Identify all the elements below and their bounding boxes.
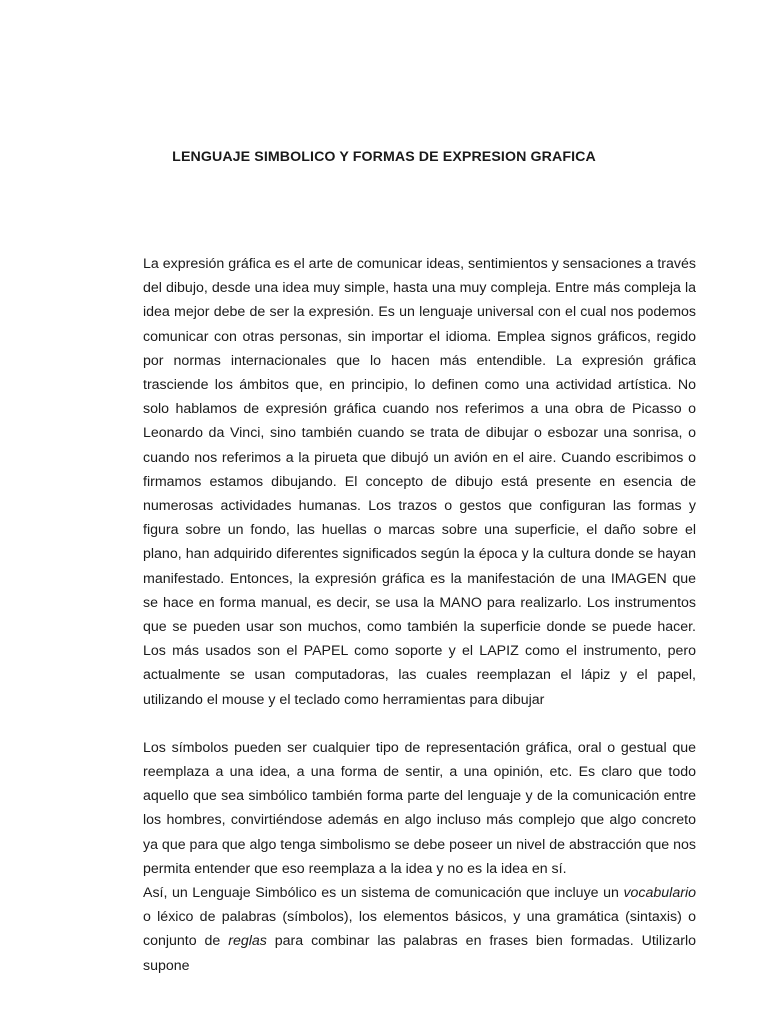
text-run: La expresión gráfica es el arte de comunicar ideas, sentimientos y sensaciones a través del dibujo, desde una idea muy simple, hasta una muy compleja. Entre más compleja la idea mejor debe de ser la expresión. Es un lenguaje universal con el cual nos podemos comunicar con otras personas, sin importar el idioma. Emplea signos gráficos, regido por normas internacionales que lo hacen más entendible. La expresión gráfica trasciende los ámbitos que, en principio, lo definen como una actividad artística. No solo hablamos de expresión gráfica cuando nos referimos a una obra de Picasso o Leonardo da Vinci, sino también cuando se trata de dibujar o esbozar una sonrisa, o cuando nos referimos a la pirueta que dibujó un avión en el aire. Cuando escribimos o firmamos estamos dibujando. El concepto de dibujo está presente en esencia de numerosas actividades humanas. Los trazos o gestos que configuran las formas y figura sobre un fondo, las huellas o marcas sobre una superficie, el daño sobre el plano, han adquirido diferentes significados según la época y la cultura donde se hayan manifestado. Entonces, la expresión gráfica es la manifestación de una IMAGEN que se hace en forma manual, es decir, se usa la MANO para realizarlo. Los instrumentos que se pueden usar son muchos, como también la superficie donde se puede hacer. Los más usados son el PAPEL como soporte y el LAPIZ como el instrumento, pero actualmente se usan computadoras, las cuales reemplazan el lápiz y el papel, utilizando el mouse y el teclado como herramientas para dibujar	[143, 256, 696, 708]
text-run: Así, un Lenguaje Simbólico es un sistema de comunicación que incluye un	[143, 885, 624, 902]
text-run: o léxico de palabras (símbolos), los elementos básicos, y una gramática (sintaxis) o conjunto de	[143, 909, 696, 950]
paragraph-simbolos	[143, 736, 696, 881]
document-body	[143, 252, 696, 978]
italic-term-vocabulario: vocabulario	[623, 885, 696, 902]
paragraph-lenguaje-simbolico	[143, 881, 696, 978]
paragraph-expresion-grafica	[143, 252, 696, 712]
text-run: Los símbolos pueden ser cualquier tipo de representación gráfica, oral o gestual que reemplaza a una idea, a una forma de sentir, a una opinión, etc. Es claro que todo aquello que sea simbólico también forma parte del lenguaje y de la comunicación entre los hombres, convirtiéndose además en algo incluso más complejo que algo concreto ya que para que algo tenga simbolismo se debe poseer un nivel de abstracción que nos permita entender que eso reemplaza a la idea y no es la idea en sí.	[143, 739, 696, 877]
text-run: para combinar las palabras en frases bien formadas. Utilizarlo supone	[143, 933, 696, 974]
document-title: LENGUAJE SIMBOLICO Y FORMAS DE EXPRESION GRAFICA	[172, 149, 596, 165]
italic-term-reglas: reglas	[228, 933, 267, 950]
